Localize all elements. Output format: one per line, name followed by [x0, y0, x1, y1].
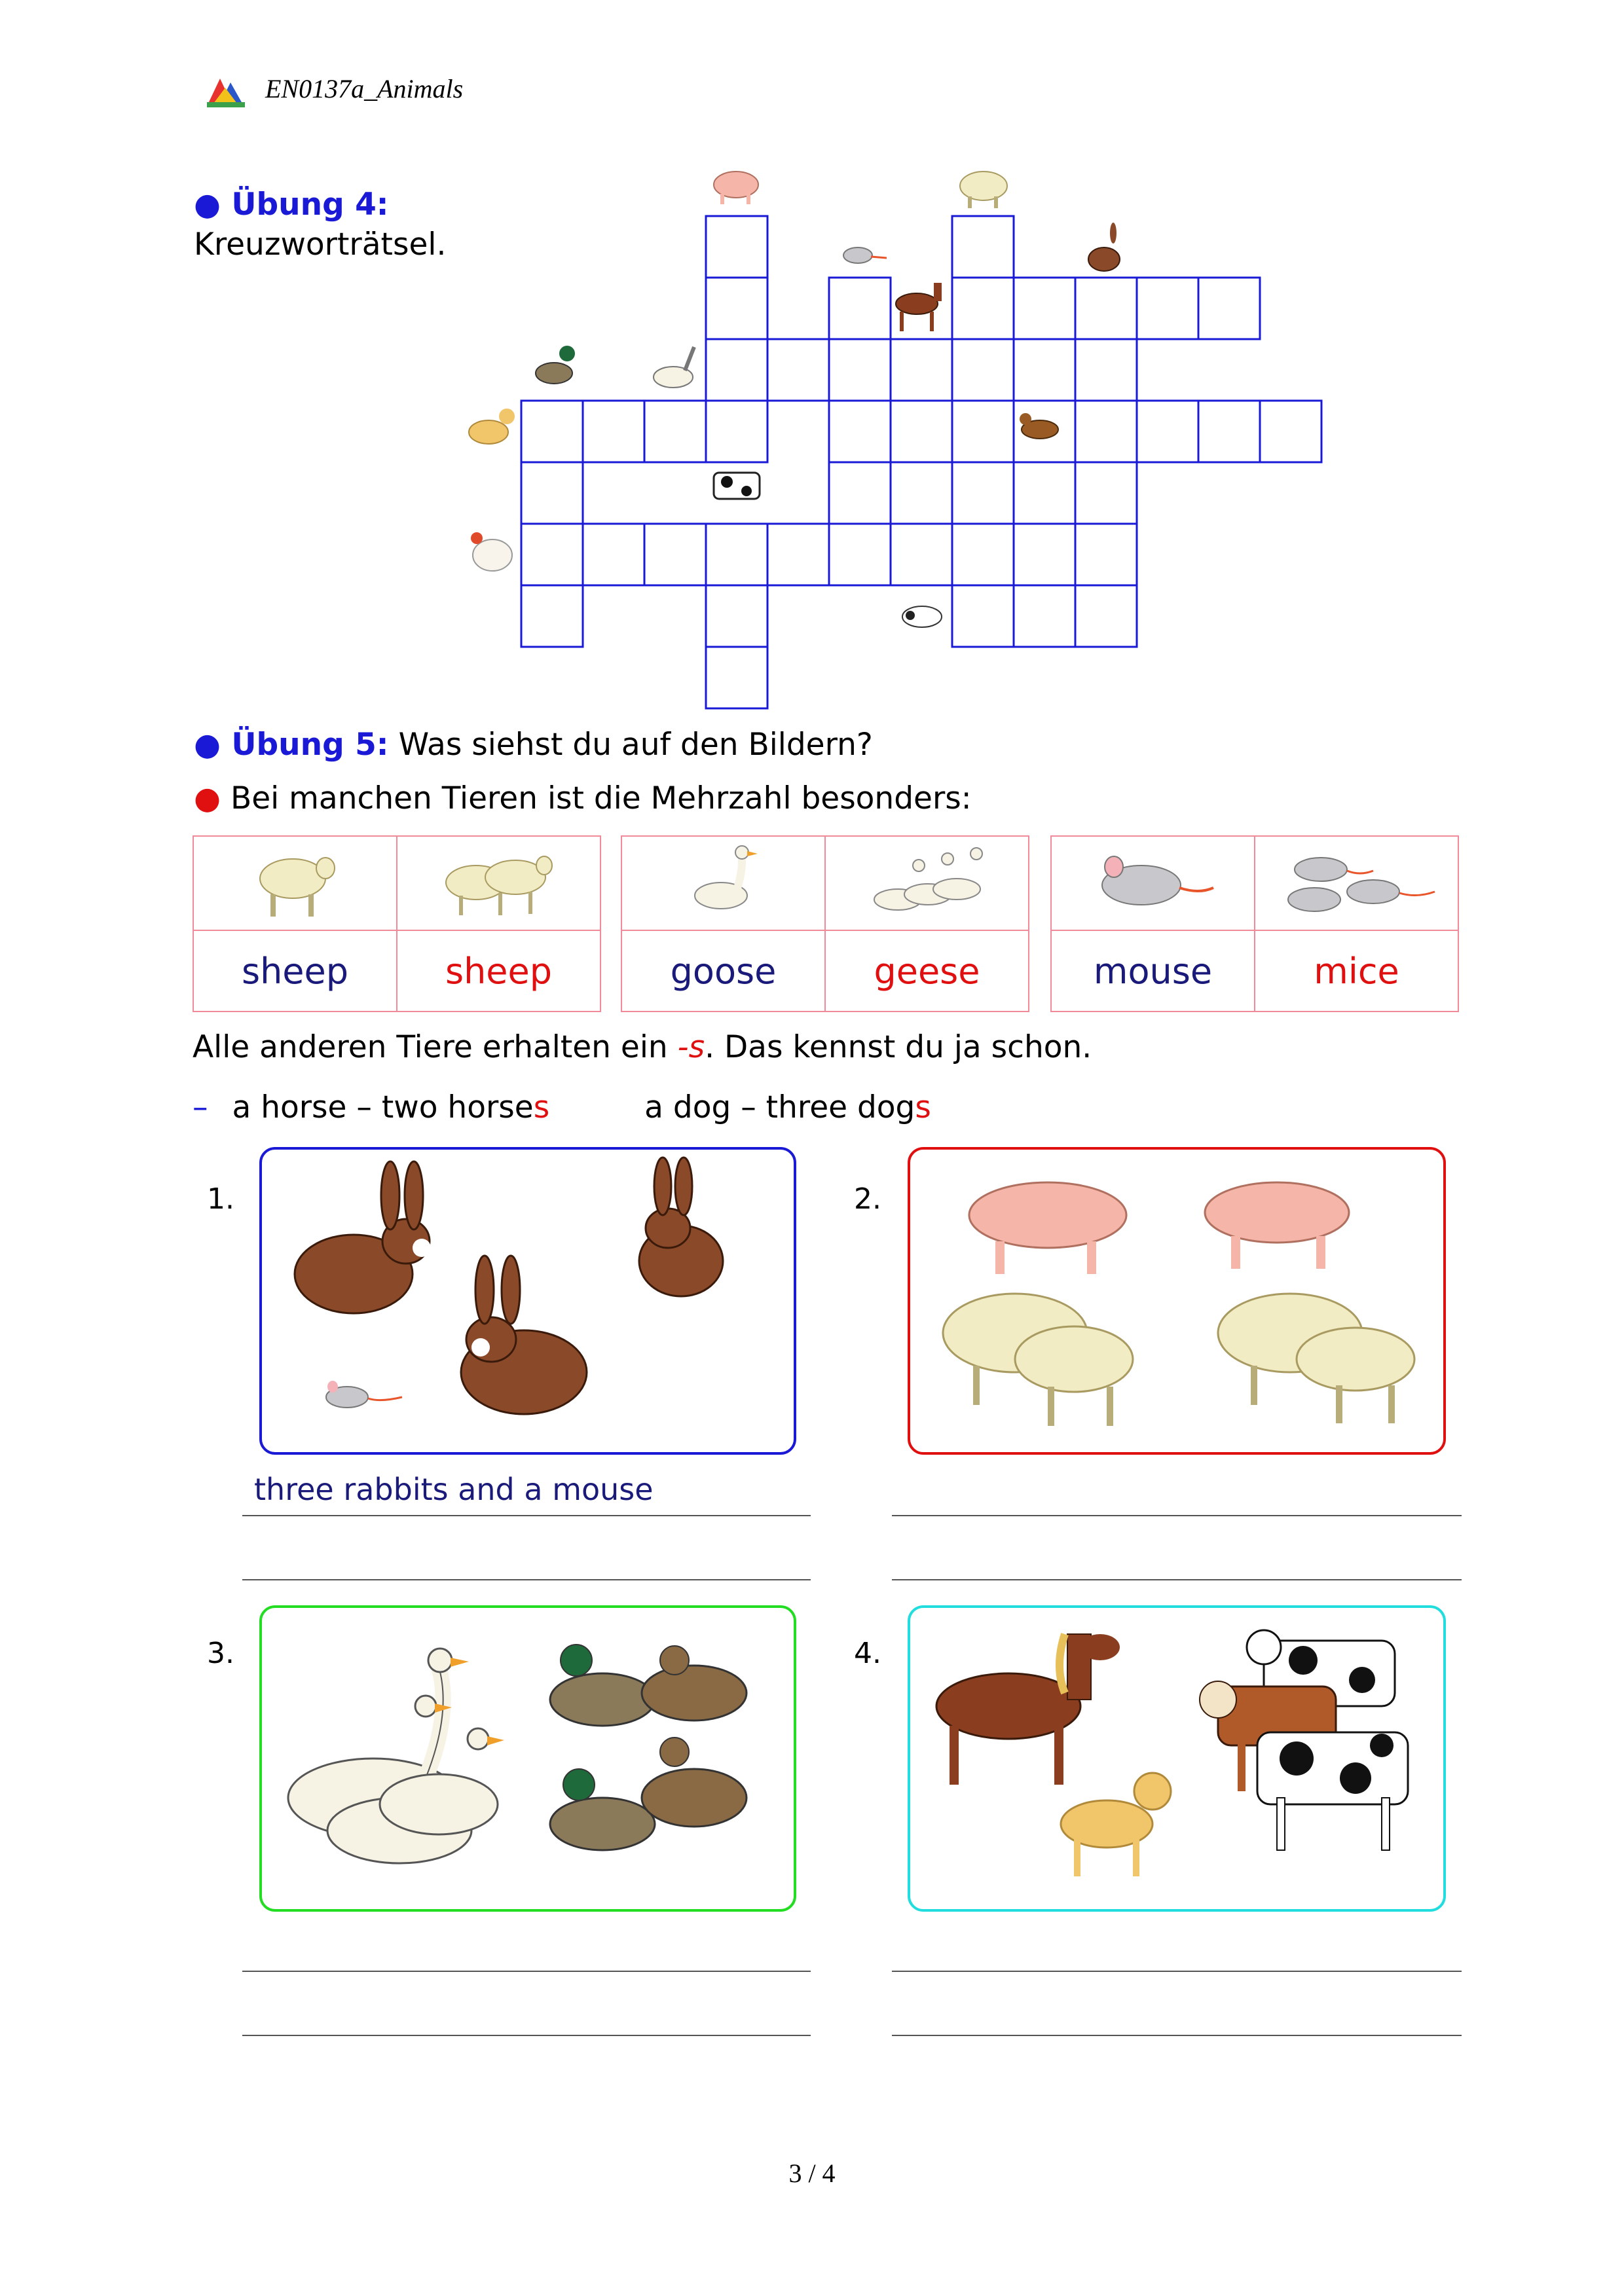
cat-clue-icon — [902, 606, 942, 627]
rabbit-icon — [295, 1161, 431, 1313]
horse-clue-icon — [896, 283, 942, 331]
rabbit-clue-icon — [1088, 223, 1120, 271]
exercise5-question: Was siehst du auf den Bildern? — [398, 727, 873, 763]
rabbits-and-mouse-picture — [262, 1150, 794, 1452]
cow-icon — [1257, 1732, 1408, 1850]
pig-icon — [1205, 1182, 1349, 1269]
geese-and-ducks-picture — [262, 1608, 794, 1909]
goose-icon — [684, 839, 763, 924]
example2-base: a dog – three dog — [644, 1089, 915, 1125]
picture-number-2: 2. — [854, 1182, 881, 1216]
plural-word-plural: geese — [825, 930, 1029, 1011]
answer-line-2b[interactable] — [892, 1579, 1462, 1580]
picture-box-3 — [259, 1605, 796, 1912]
cow-clue-icon — [714, 473, 760, 499]
duck-icon — [642, 1738, 747, 1827]
rabbit-icon — [639, 1157, 723, 1296]
sheep-icon — [1015, 1326, 1133, 1426]
plural-rule — [193, 1029, 1092, 1065]
answer-line-1a[interactable] — [242, 1515, 811, 1516]
bullet-red-icon: ● — [194, 780, 221, 816]
goose-clue-icon — [654, 347, 694, 388]
mouse-clue-icon — [843, 247, 887, 263]
example-dash: – — [193, 1089, 208, 1125]
hen-clue-icon — [471, 532, 512, 571]
special-plural-note: Bei manchen Tieren ist die Mehrzahl besonders: — [230, 780, 972, 816]
dog-icon — [1061, 1773, 1171, 1876]
plural-word-singular: mouse — [1051, 930, 1255, 1011]
mouse-icon — [1088, 839, 1219, 924]
plural-table-goose — [621, 835, 1029, 1012]
rule-suffix: -s — [677, 1029, 705, 1065]
rule-text-after: . Das kennst du ja schon. — [705, 1029, 1092, 1065]
exercise5-heading — [194, 727, 873, 763]
rule-text-before: Alle anderen Tiere erhalten ein — [193, 1029, 678, 1065]
plural-word-singular: goose — [621, 930, 825, 1011]
plural-table-mouse — [1050, 835, 1459, 1012]
pigs-and-sheep-picture — [910, 1150, 1443, 1452]
exercise4-label: ● Übung 4: — [194, 187, 389, 223]
duck-icon — [550, 1769, 655, 1850]
picture-number-1: 1. — [207, 1182, 234, 1216]
example2-s: s — [915, 1089, 931, 1125]
pig-icon — [969, 1182, 1126, 1274]
picture-box-4 — [908, 1605, 1446, 1912]
mice-group-icon — [1275, 839, 1439, 924]
plural-table-sheep — [193, 835, 601, 1012]
rabbit-icon — [461, 1256, 587, 1414]
duck-icon — [550, 1645, 655, 1726]
plural-word-plural: mice — [1255, 930, 1458, 1011]
goose-plural-picture — [825, 836, 1029, 930]
special-plural-note-line — [194, 780, 972, 816]
crossword-grid — [0, 0, 1624, 720]
answer-line-3a[interactable] — [242, 1971, 811, 1972]
mouse-single-picture — [1051, 836, 1255, 930]
document-title: EN0137a_Animals — [265, 74, 464, 103]
dog-clue-icon — [469, 409, 515, 444]
horse-dog-cows-picture — [910, 1608, 1443, 1909]
example1-s: s — [533, 1089, 550, 1125]
sheep-icon — [1297, 1328, 1414, 1423]
answer-line-1b[interactable] — [242, 1579, 811, 1580]
horse-icon — [936, 1634, 1120, 1785]
picture-box-2 — [908, 1147, 1446, 1455]
mouse-icon — [326, 1381, 402, 1408]
geese-group-icon — [865, 839, 989, 924]
duck-clue-icon — [536, 346, 575, 384]
example1-base: a horse – two horse — [232, 1089, 534, 1125]
duck-icon — [642, 1646, 747, 1721]
plural-examples — [193, 1089, 931, 1125]
picture-number-3: 3. — [207, 1637, 234, 1670]
exercise5-label: ● Übung 5: — [194, 727, 389, 763]
sheep-group-icon — [437, 839, 561, 924]
answer-line-2a[interactable] — [892, 1515, 1462, 1516]
exercise4-instruction: Kreuzworträtsel. — [194, 227, 447, 263]
page-number: 3 / 4 — [788, 2159, 836, 2188]
example-answer: three rabbits and a mouse — [254, 1472, 654, 1507]
answer-line-4b[interactable] — [892, 2035, 1462, 2036]
sheep-icon — [249, 839, 341, 924]
pig-clue-icon — [714, 172, 758, 204]
sheep-clue-icon — [960, 172, 1007, 208]
picture-box-1 — [259, 1147, 796, 1455]
answer-line-3b[interactable] — [242, 2035, 811, 2036]
sheep-plural-picture — [397, 836, 600, 930]
sheep-single-picture — [193, 836, 397, 930]
goose-single-picture — [621, 836, 825, 930]
plural-word-singular: sheep — [193, 930, 397, 1011]
plural-word-plural: sheep — [397, 930, 600, 1011]
mouse-plural-picture — [1255, 836, 1458, 930]
answer-line-4a[interactable] — [892, 1971, 1462, 1972]
picture-number-4: 4. — [854, 1637, 881, 1670]
